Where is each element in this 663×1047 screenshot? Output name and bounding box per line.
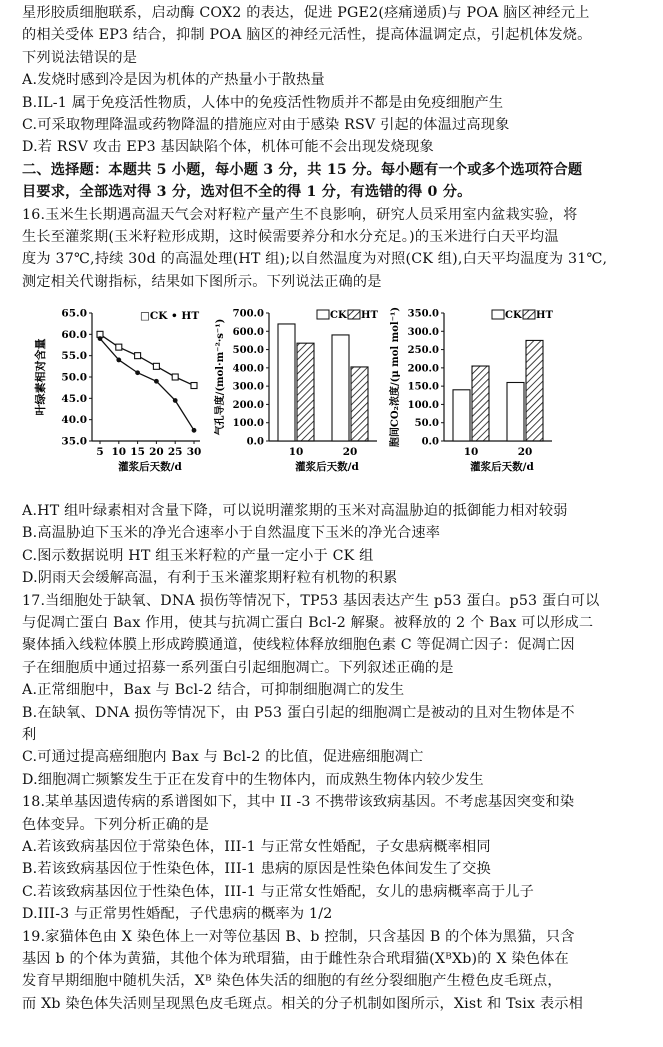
x-tick-label: 5 xyxy=(96,446,104,459)
data-point-ck xyxy=(135,353,141,359)
x-tick-label: 10 xyxy=(463,446,479,459)
y-tick-label: 40.0 xyxy=(61,414,87,427)
bar-ht xyxy=(472,366,489,441)
y-tick-label: 200.0 xyxy=(232,400,264,412)
y-tick-label: 50.0 xyxy=(61,371,87,384)
option-d: D.若 RSV 攻击 EP3 基因缺陷个体，机体可能不会出现发烧现象 xyxy=(22,139,434,156)
text-line: 子在细胞质中通过招募一系列蛋白引起细胞凋亡。下列叙述正确的是 xyxy=(22,659,454,676)
figure-charts xyxy=(22,301,653,496)
legend-swatch-ht xyxy=(348,310,360,319)
text-line: 聚体插入线粒体膜上形成跨膜通道，使线粒体释放细胞色素 C 等促凋亡因子：促凋亡因 xyxy=(22,637,575,654)
question-19: 19.家猫体色由 X 染色体上一对等位基因 B、b 控制，只含基因 B 的个体为黑猫，只含 xyxy=(22,928,575,945)
x-axis-label: 灌浆后天数/d xyxy=(295,461,359,474)
section-heading: 二、选择题：本题共 5 小题，每小题 3 分，共 15 分。每小题有一个或多个选项符合题 xyxy=(22,161,583,178)
data-point-ck xyxy=(172,374,178,380)
data-point-ht xyxy=(154,379,159,384)
data-point-ht xyxy=(98,336,103,341)
text-line: 基因 b 的个体为黄猫，其他个体为玳瑁猫，由于雌性杂合玳瑁猫(XᴮXb)的 X 染色体在 xyxy=(22,950,569,967)
document-page xyxy=(0,2,663,1047)
option-b: B.若该致病基因位于性染色体，III-1 患病的原因是性染色体间发生了交换 xyxy=(22,861,491,878)
option-b: B.高温胁迫下玉米的净光合速率小于自然温度下玉米的净光合速率 xyxy=(22,525,441,542)
option-a: A.HT 组叶绿素相对含量下降，可以说明灌浆期的玉米对高温胁迫的抵御能力相对较弱 xyxy=(22,503,568,520)
bar-ck xyxy=(453,390,470,441)
x-axis-label: 灌浆后天数/d xyxy=(470,461,534,474)
y-axis-label: 胞间CO₂浓度/(μ mol mol⁻¹) xyxy=(390,306,401,448)
intercellular-co2-bar-chart xyxy=(382,301,557,496)
option-c: C.图示数据说明 HT 组玉米籽粒的产量一定小于 CK 组 xyxy=(22,547,374,564)
legend-label-ht: HT xyxy=(536,310,553,322)
data-point-ht xyxy=(116,358,121,363)
legend-label-ck: CK xyxy=(330,310,347,322)
text-line: 的相关受体 EP3 结合，抑制 POA 脑区的神经元活性，提高体温调定点，引起机体发烧。 xyxy=(22,27,592,44)
question-16: 16.玉米生长期遇高温天气会对籽粒产量产生不良影响，研究人员采用室内盆栽实验，将 xyxy=(22,206,578,223)
text-line: 测定相关代谢指标，结果如下图所示。下列说法正确的是 xyxy=(22,273,382,290)
question-stem: 下列说法错误的是 xyxy=(22,49,138,66)
option-d: D.细胞凋亡频繁发生于正在发育中的生物体内，而成熟生物体内较少发生 xyxy=(22,771,484,788)
x-tick-label: 20 xyxy=(517,446,533,459)
option-c: C.可通过提高癌细胞内 Bax 与 Bcl-2 的比值，促进癌细胞凋亡 xyxy=(22,749,424,766)
bar-ck xyxy=(332,335,349,441)
text-line: 星形胶质细胞联系，启动酶 COX2 的表达，促进 PGE2(痉痛递质)与 POA 脑区神经元上 xyxy=(22,5,590,21)
y-tick-label: 250.0 xyxy=(407,345,439,357)
y-tick-label: 200.0 xyxy=(407,363,439,375)
bar-ck xyxy=(507,383,524,442)
y-tick-label: 300.0 xyxy=(232,381,264,393)
stomatal-conductance-bar-chart xyxy=(207,301,382,496)
question-17: 17.当细胞处于缺氧、DNA 损伤等情况下，TP53 基因表达产生 p53 蛋白。p53 蛋白可以 xyxy=(22,592,600,609)
legend-swatch-ck xyxy=(492,310,504,319)
text-line: 色体变异。下列分析正确的是 xyxy=(22,816,210,833)
x-tick-label: 20 xyxy=(342,446,358,459)
y-tick-label: 50.0 xyxy=(414,418,439,430)
x-tick-label: 25 xyxy=(167,446,183,459)
y-tick-label: 600.0 xyxy=(232,326,264,338)
legend: □CK • HT xyxy=(140,310,200,323)
option-c: C.可采取物理降温或药物降温的措施应对由于感染 RSV 引起的体温过高现象 xyxy=(22,116,510,133)
y-tick-label: 0.0 xyxy=(421,436,439,448)
x-tick-label: 20 xyxy=(149,446,164,459)
text-line: 而 Xb 染色体失活则呈现黑色皮毛斑点。相关的分子机制如图所示，Xist 和 Tsix 表示相 xyxy=(22,995,584,1012)
series-line-ht xyxy=(100,339,194,431)
x-tick-label: 10 xyxy=(288,446,304,459)
chlorophyll-line-chart xyxy=(22,301,207,496)
data-point-ck xyxy=(153,363,159,369)
y-tick-label: 45.0 xyxy=(61,392,87,405)
y-axis-label: 叶绿素相对含量 xyxy=(34,338,47,416)
text-line: 度为 37℃,持续 30d 的高温处理(HT 组);以自然温度为对照(CK 组),白天平均温度为 31℃, xyxy=(22,251,608,268)
y-tick-label: 500.0 xyxy=(232,345,264,357)
series-line-ck xyxy=(100,334,194,385)
y-tick-label: 35.0 xyxy=(61,435,87,448)
bar-ck xyxy=(278,324,295,441)
x-tick-label: 15 xyxy=(130,446,145,459)
x-axis-label: 灌浆后天数/d xyxy=(118,461,182,474)
y-tick-label: 400.0 xyxy=(232,363,264,375)
y-tick-label: 100.0 xyxy=(407,400,439,412)
legend-label-ck: CK xyxy=(505,310,522,322)
y-axis-label: 气孔导度/(mol·m⁻²·s⁻¹) xyxy=(215,318,226,436)
bar-ht xyxy=(351,367,368,441)
y-tick-label: 700.0 xyxy=(232,308,264,320)
y-tick-label: 300.0 xyxy=(407,326,439,338)
text-line: 生长至灌浆期(玉米籽粒形成期，这时候需要养分和水分充足。)的玉米进行白天平均温 xyxy=(22,228,559,245)
section-heading: 目要求，全部选对得 3 分，选对但不全的得 1 分，有选错的得 0 分。 xyxy=(22,184,472,201)
option-a: A.若该致病基因位于常染色体，III-1 与正常女性婚配，子女患病概率相同 xyxy=(22,838,491,855)
y-tick-label: 100.0 xyxy=(232,418,264,430)
y-tick-label: 0.0 xyxy=(246,436,264,448)
data-point-ht xyxy=(192,428,197,433)
data-point-ck xyxy=(191,383,197,389)
bar-ht xyxy=(526,341,543,442)
legend-label-ht: HT xyxy=(361,310,378,322)
option-a: A.正常细胞中，Bax 与 Bcl-2 结合，可抑制细胞凋亡的发生 xyxy=(22,682,405,699)
option-a: A.发烧时感到冷是因为机体的产热量小于散热量 xyxy=(22,72,325,89)
y-tick-label: 350.0 xyxy=(407,308,439,320)
option-d: D.III-3 与正常男性婚配，子代患病的概率为 1/2 xyxy=(22,906,333,923)
question-18: 18.某单基因遗传病的系谱图如下，其中 II -3 不携带该致病基因。不考虑基因突变和染 xyxy=(22,794,575,811)
data-point-ht xyxy=(135,370,140,375)
y-tick-label: 55.0 xyxy=(61,350,87,363)
text-line: 与促凋亡蛋白 Bax 作用，使其与抗凋亡蛋白 Bcl-2 解聚。被释放的 2 个 Bax 可以形成二 xyxy=(22,615,594,632)
option-c: C.若该致病基因位于性染色体，III-1 与正常女性婚配，女儿的患病概率高于儿子 xyxy=(22,883,535,900)
option-b: B.IL-1 属于免疫活性物质，人体中的免疫活性物质并不都是由免疫细胞产生 xyxy=(22,94,504,111)
data-point-ck xyxy=(116,344,122,350)
y-tick-label: 65.0 xyxy=(61,307,87,320)
text-line: 发育早期细胞中随机失活，Xᴮ 染色体失活的细胞的有丝分裂细胞产生橙色皮毛斑点， xyxy=(22,973,562,990)
y-tick-label: 60.0 xyxy=(61,328,87,341)
option-b: B.在缺氧、DNA 损伤等情况下，由 P53 蛋白引起的细胞凋亡是被动的且对生物体是不 xyxy=(22,704,575,721)
legend-swatch-ht xyxy=(523,310,535,319)
option-d: D.阴雨天会缓解高温，有利于玉米灌浆期籽粒有机物的积累 xyxy=(22,570,398,587)
x-tick-label: 30 xyxy=(186,446,202,459)
bar-ht xyxy=(297,343,314,441)
x-tick-label: 10 xyxy=(111,446,127,459)
legend-swatch-ck xyxy=(317,310,329,319)
y-tick-label: 150.0 xyxy=(407,381,439,393)
text-line: 利 xyxy=(22,726,37,743)
data-point-ht xyxy=(173,398,178,403)
